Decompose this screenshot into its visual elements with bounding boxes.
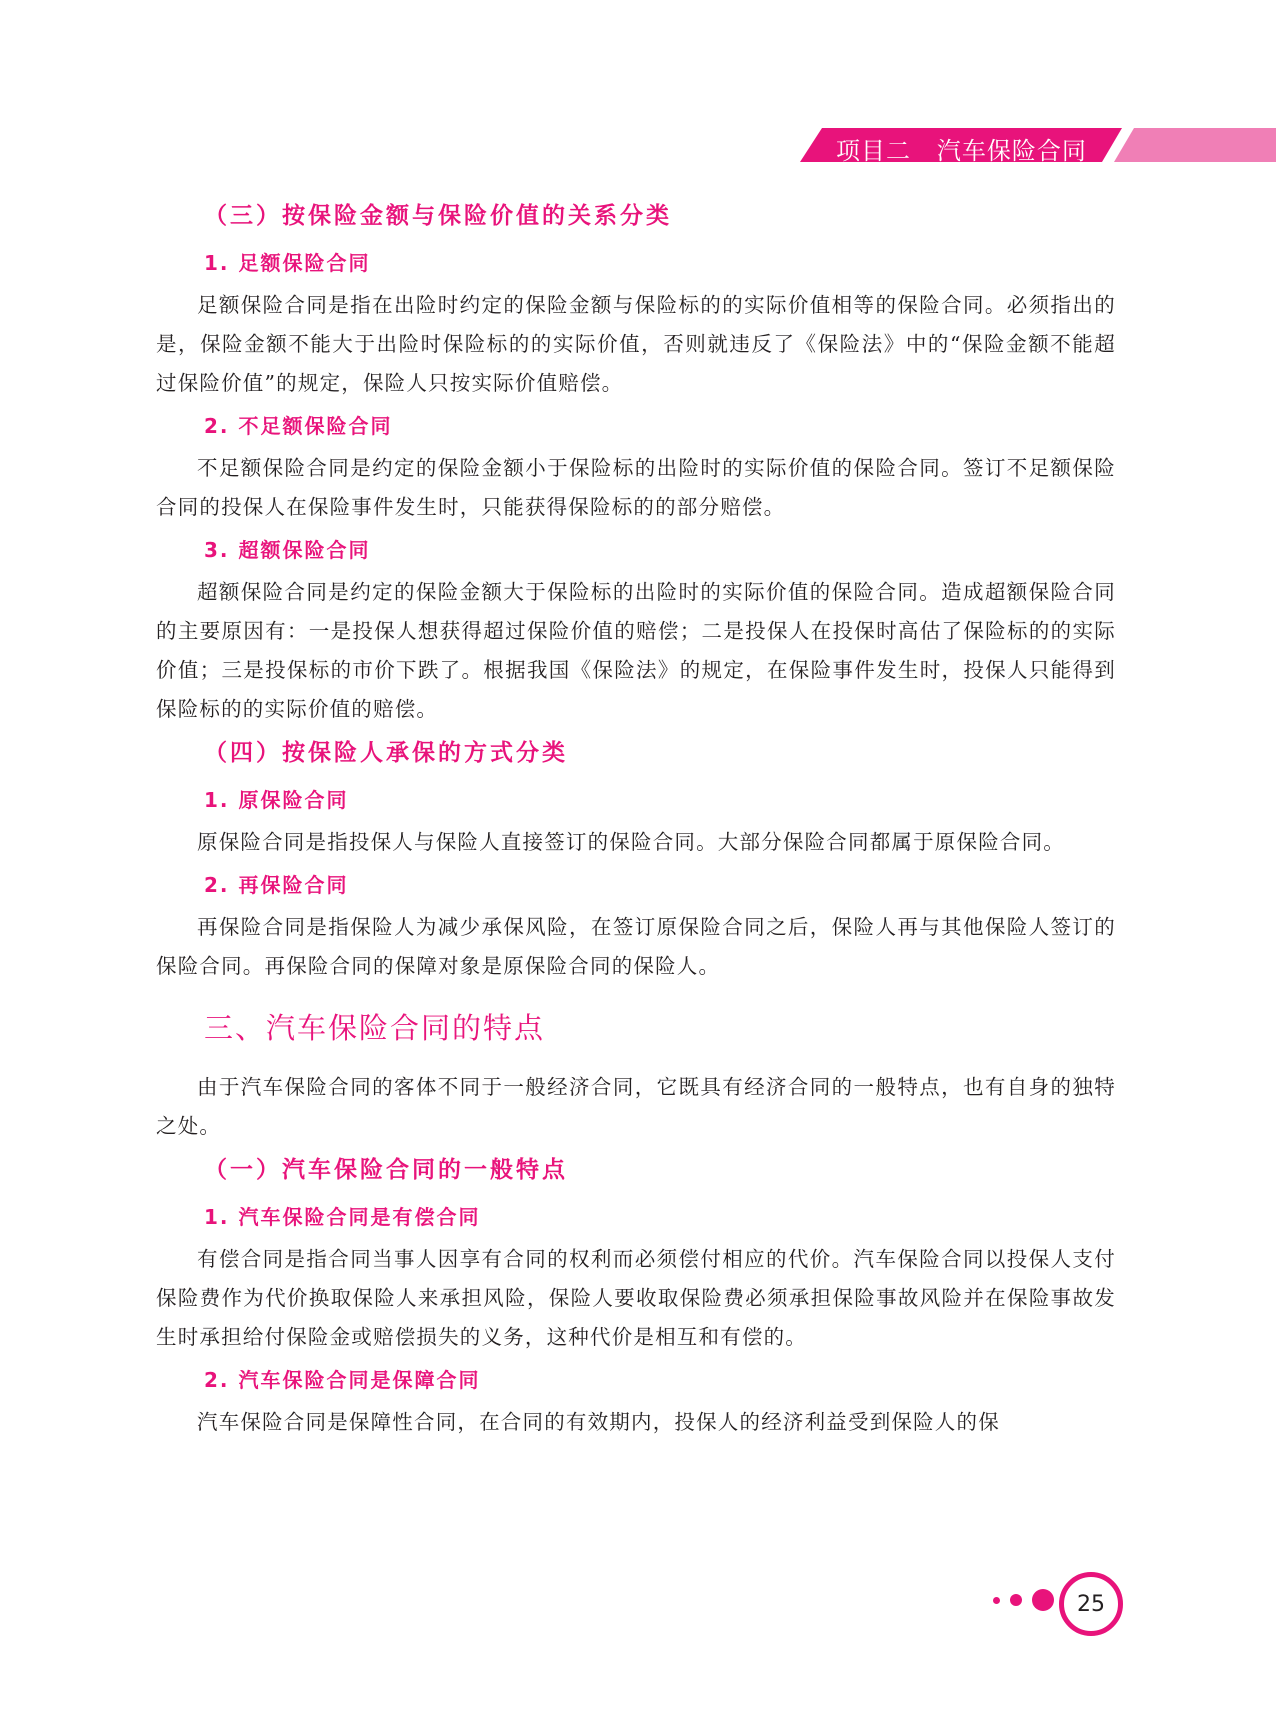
subsection-heading: 2. 不足额保险合同 (204, 414, 393, 438)
body-paragraph: 有偿合同是指合同当事人因享有合同的权利而必须偿付相应的代价。汽车保险合同以投保人支付保险费作为代价换取保险人来承担风险，保险人要收取保险费必须承担保险事故风险并在保险事故发生时承担给付保险金或赔偿损失的义务，这种代价是相互和有偿的。 (156, 1247, 1116, 1349)
body-paragraph: 汽车保险合同是保障性合同，在合同的有效期内，投保人的经济利益受到保险人的保 (197, 1410, 1000, 1434)
header-banner (800, 128, 1276, 165)
subsection-heading: 2. 再保险合同 (204, 873, 349, 897)
subsection-heading: 3. 超额保险合同 (204, 538, 371, 562)
body-paragraph: 足额保险合同是指在出险时约定的保险金额与保险标的的实际价值相等的保险合同。必须指出的是，保险金额不能大于出险时保险标的的实际价值，否则就违反了《保险法》中的“保险金额不能超过保险价值”的规定，保险人只按实际价值赔偿。 (156, 293, 1116, 395)
footer-dot-large (1032, 1589, 1054, 1611)
page-content (156, 198, 1116, 1448)
banner-light-band (1114, 128, 1276, 162)
footer-dot-small (993, 1597, 1000, 1604)
section-heading: （一）汽车保险合同的一般特点 (204, 1156, 568, 1183)
body-paragraph: 不足额保险合同是约定的保险金额小于保险标的出险时的实际价值的保险合同。签订不足额保险合同的投保人在保险事件发生时，只能获得保险标的的部分赔偿。 (156, 456, 1116, 519)
subsection-heading: 2. 汽车保险合同是保障合同 (204, 1368, 481, 1392)
page-footer (985, 1570, 1125, 1636)
body-paragraph: 再保险合同是指保险人为减少承保风险，在签订原保险合同之后，保险人再与其他保险人签订的保险合同。再保险合同的保障对象是原保险合同的保险人。 (156, 915, 1116, 978)
footer-dot-medium (1010, 1594, 1022, 1606)
running-header-title: 项目二 汽车保险合同 (836, 137, 1087, 165)
subsection-heading: 1. 汽车保险合同是有偿合同 (204, 1205, 481, 1229)
section-heading: （四）按保险人承保的方式分类 (204, 739, 568, 766)
page-number: 25 (1077, 1591, 1105, 1617)
subsection-heading: 1. 足额保险合同 (204, 251, 371, 275)
body-paragraph: 超额保险合同是约定的保险金额大于保险标的出险时的实际价值的保险合同。造成超额保险合同的主要原因有：一是投保人想获得超过保险价值的赔偿；二是投保人在投保时高估了保险标的的实际价值；三是投保标的市价下跌了。根据我国《保险法》的规定，在保险事件发生时，投保人只能得到保险标的的实际价值的赔偿。 (156, 580, 1116, 721)
subsection-heading: 1. 原保险合同 (204, 788, 349, 812)
chapter-section-title: 三、汽车保险合同的特点 (204, 1011, 546, 1045)
page-number-circle (1059, 1572, 1123, 1636)
body-paragraph: 原保险合同是指投保人与保险人直接签订的保险合同。大部分保险合同都属于原保险合同。 (197, 830, 1065, 854)
body-paragraph: 由于汽车保险合同的客体不同于一般经济合同，它既具有经济合同的一般特点，也有自身的独特之处。 (156, 1075, 1116, 1138)
section-heading: （三）按保险金额与保险价值的关系分类 (204, 202, 672, 229)
